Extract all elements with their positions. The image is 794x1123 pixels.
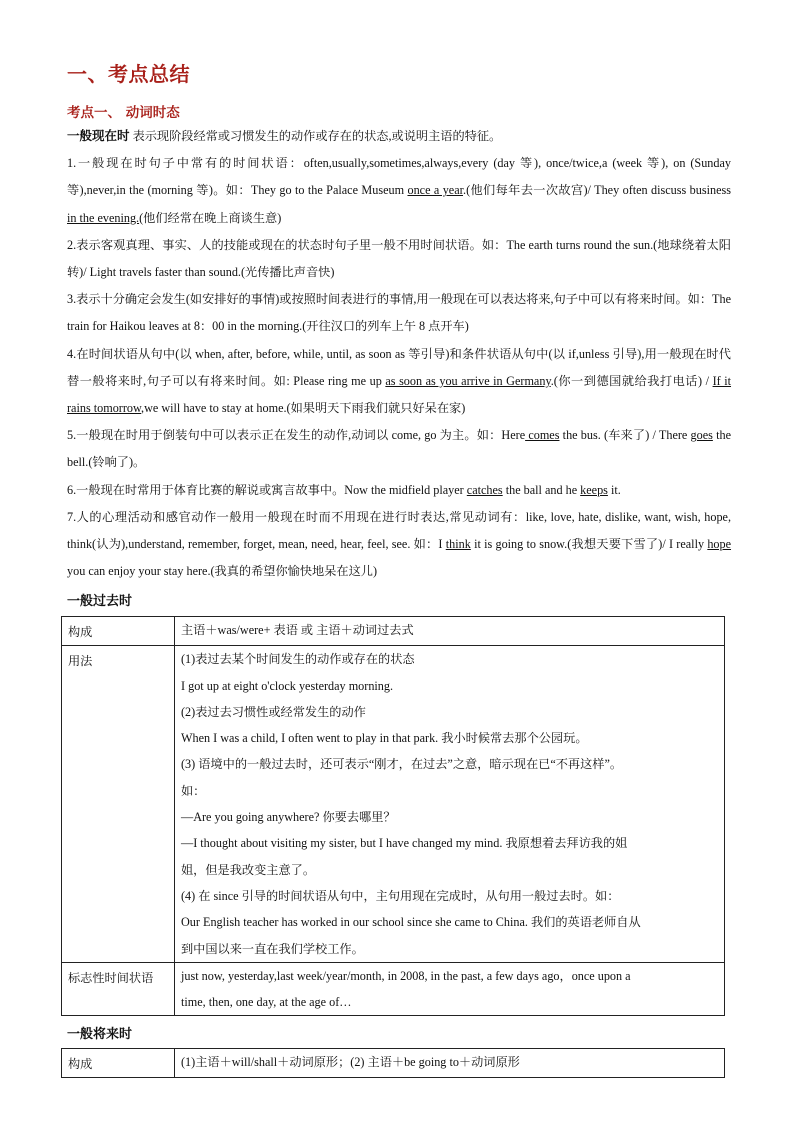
usage-key: 用法: [62, 646, 175, 963]
usage-line: 如：: [181, 783, 206, 798]
future-form-value: (1)主语＋will/shall＋动词原形；(2) 主语＋be going to＋动词原形: [175, 1049, 725, 1078]
present-tense-heading: 一般现在时: [67, 128, 130, 143]
past-tense-heading: 一般过去时: [67, 594, 133, 609]
time-line: time, then, one day, at the age of…: [181, 995, 352, 1010]
paragraph-4: 4.在时间状语从句中(以 when, after, before, while, until, as soon as 等引导)和条件状语从句中(以 if,unless 引导),用一般现在时代替一般将来时,句子可以有将来时间。如: Please ring me up as soon as you arrive in Germany.(你一到德国就给我打电话) / If it rains tomorrow,we will have to stay at home.(如果明天下雨我们就只好呆在家): [67, 346, 732, 416]
present-tense-section: [67, 122, 731, 585]
table-row: [62, 1049, 725, 1078]
usage-line: I got up at eight o'clock yesterday morning.: [181, 678, 394, 693]
present-tense-intro: 一般现在时 表示现阶段经常或习惯发生的动作或存在的状态,或说明主语的特征。: [67, 128, 502, 143]
table-row: [62, 962, 725, 1016]
table-row: [62, 617, 725, 646]
time-line: just now, yesterday,last week/year/month, in 2008, in the past, a few days ago，once upon a: [181, 968, 631, 983]
future-tense-table: [61, 1048, 725, 1078]
page-title: 一、考点总结: [67, 62, 190, 86]
table-row: [62, 646, 725, 963]
usage-line: (2)表过去习惯性或经常发生的动作: [181, 704, 366, 719]
usage-line: When I was a child, I often went to play in that park. 我小时候常去那个公园玩。: [181, 731, 588, 746]
time-adverbial-value: [175, 962, 725, 1016]
form-key: 构成: [62, 617, 175, 646]
form-value: 主语＋was/were+ 表语 或 主语＋动词过去式: [175, 617, 725, 646]
paragraph-5: 5.一般现在时用于倒装句中可以表示正在发生的动作,动词以 come, go 为主。如：Here comes the bus. (车来了) / There goes the bell.(铃响了)。: [67, 428, 731, 470]
usage-line: (1)表过去某个时间发生的动作或存在的状态: [181, 652, 415, 667]
paragraph-3: 3.表示十分确定会发生(如安排好的事情)或按照时间表进行的事情,用一般现在可以表达将来,句子中可以有将来时间。如：The train for Haikou leaves at 8：00 in the morning.(开往汉口的列车上午 8 点开车): [67, 292, 731, 334]
usage-line: —Are you going anywhere? 你要去哪里？: [181, 810, 396, 825]
usage-value: [175, 646, 725, 963]
usage-line: 姐，但是我改变主意了。: [181, 862, 316, 877]
usage-line: (4) 在 since 引导的时间状语从句中，主句用现在完成时，从句用一般过去时。如：: [181, 888, 620, 903]
past-tense-table: [61, 616, 725, 1016]
usage-line: —I thought about visiting my sister, but I have changed my mind. 我原想着去拜访我的姐: [181, 836, 628, 851]
paragraph-1: 1.一般现在时句子中常有的时间状语：often,usually,sometimes,always,every (day 等), once/twice,a (week 等), on (Sunday 等),never,in the (morning 等)。如：They go to the Palace Museum once a year.(他们每年去一次故宫)/ They often discuss business in the evening.(他们经常在晚上商谈生意): [67, 156, 731, 225]
future-tense-heading: 一般将来时: [67, 1027, 133, 1042]
future-form-key: 构成: [62, 1049, 175, 1078]
paragraph-7: 7.人的心理活动和感官动作一般用一般现在时而不用现在进行时表达,常见动词有：like, love, hate, dislike, want, wish, hope, think(认为),understand, remember, forget, mean, need, hear, feel, see. 如：I think it is going to snow.(我想天要下雪了)/ I really hope you can enjoy your stay here.(我真的希望你愉快地呆在这儿): [67, 509, 732, 579]
usage-line: 到中国以来一直在我们学校工作。: [181, 941, 364, 956]
usage-line: (3) 语境中的一般过去时，还可表示“刚才，在过去”之意，暗示现在已“不再这样”。: [181, 757, 623, 772]
paragraph-6: 6.一般现在时常用于体育比赛的解说或寓言故事中。Now the midfield player catches the ball and he keeps it.: [67, 482, 621, 497]
usage-line: Our English teacher has worked in our school since she came to China. 我们的英语老师自从: [181, 915, 641, 930]
paragraph-2: 2.表示客观真理、事实、人的技能或现在的状态时句子里一般不用时间状语。如：The earth turns round the sun.(地球绕着太阳转)/ Light travels faster than sound.(光传播比声音快): [67, 237, 731, 280]
section-subtitle: 考点一、 动词时态: [67, 105, 180, 121]
time-adverbial-key: 标志性时间状语: [62, 962, 175, 1016]
